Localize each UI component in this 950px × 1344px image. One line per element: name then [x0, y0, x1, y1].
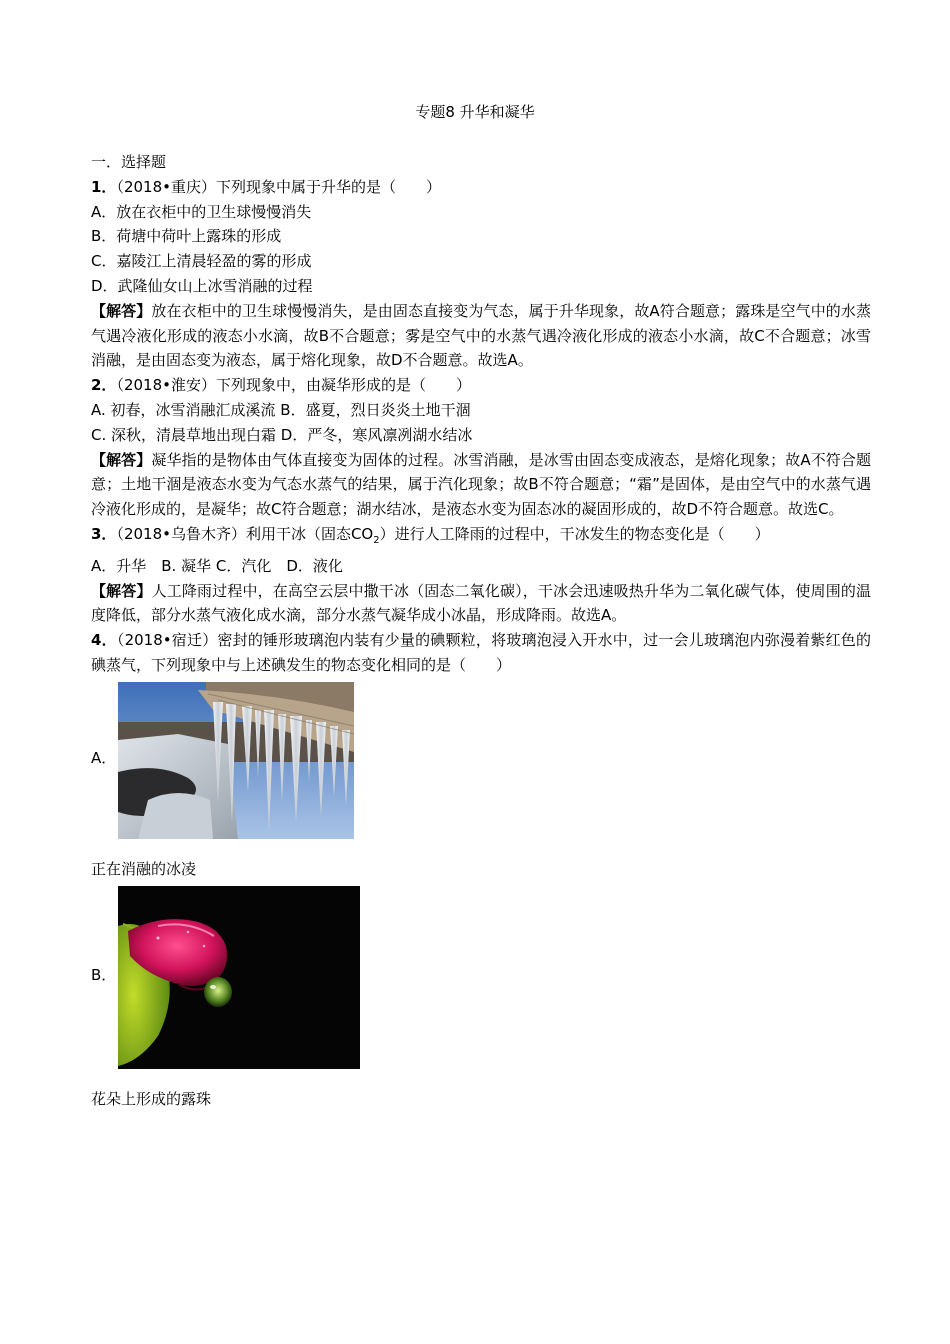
answer-tag: 【解答】	[91, 450, 152, 469]
question-3-subscript: 2	[373, 534, 380, 546]
question-1-option-b: B．荷塘中荷叶上露珠的形成	[91, 227, 282, 246]
question-3-stem	[91, 522, 871, 554]
question-2-stem	[91, 373, 871, 398]
question-1-option-a: A．放在衣柜中的卫生球慢慢消失	[91, 202, 312, 221]
question-2-answer-text: 凝华指的是物体由气体直接变为固体的过程。冰雪消融，是冰雪由固态变成液态，是熔化现象；故A不符合题意；土地干涸是液态水变为气态水蒸气的结果，属于汽化现象；故B不符合题意；“霜”是固体，是由空气中的水蒸气遇冷液化形成的，是凝华；故C符合题意；湖水结冰，是液态水变为固态冰的凝固形成的，故D不符合题意。故选C。	[91, 450, 871, 519]
question-1-stem	[91, 175, 871, 200]
answer-tag: 【解答】	[91, 581, 152, 600]
question-1-option-c: C．嘉陵江上清晨轻盈的雾的形成	[91, 252, 312, 271]
question-1-option-d: D．武隆仙女山上冰雪消融的过程	[91, 276, 313, 295]
document-body	[91, 150, 871, 1111]
question-3-text-pre: （2018•乌鲁木齐）利用干冰（固态CO	[116, 524, 374, 543]
question-2-answer	[91, 448, 871, 522]
question-1-answer-text: 放在衣柜中的卫生球慢慢消失，是由固态直接变为气态，属于升华现象，故A符合题意；露珠是空气中的水蒸气遇冷液化形成的液态小水滴，故B不合题意；雾是空气中的水蒸气遇冷液化形成的液态小水滴，故C不合题意；冰雪消融，是由固态变为液态，属于熔化现象，故D不合题意。故选A。	[91, 301, 871, 370]
option-a-caption: 正在消融的冰凌	[91, 859, 197, 878]
page-title: 专题8 升华和凝华	[415, 103, 535, 121]
question-4-option-b	[91, 882, 871, 1069]
answer-tag: 【解答】	[91, 301, 152, 320]
option-b-caption: 花朵上形成的露珠	[91, 1089, 212, 1108]
question-4-option-a	[91, 678, 871, 839]
question-3-number: 3．	[91, 524, 117, 543]
question-2-text: （2018•淮安）下列现象中，由凝华形成的是（ ）	[116, 376, 471, 395]
section-heading: 一．选择题	[91, 153, 167, 171]
question-2-number: 2．	[91, 376, 117, 395]
question-3-answer-text: 人工降雨过程中，在高空云层中撒干冰（固态二氧化碳），干冰会迅速吸热升华为二氧化碳气体，使周围的温度降低，部分水蒸气液化成水滴，部分水蒸气凝华成小冰晶，形成降雨。故选A。	[91, 581, 871, 625]
question-1-number: 1．	[91, 177, 117, 196]
question-2-options-ab: A. 初春，冰雪消融汇成溪流 B．盛夏，烈日炎炎土地干涸	[91, 400, 471, 419]
question-4-stem	[91, 628, 871, 678]
question-2-options-cd: C. 深秋，清晨草地出现白霜 D．严冬，寒风凛冽湖水结冰	[91, 425, 473, 444]
dewdrop-flower-photo	[118, 886, 360, 1069]
option-b-label: B．	[91, 965, 117, 984]
question-1-answer	[91, 299, 871, 373]
question-1-text: （2018•重庆）下列现象中属于升华的是（ ）	[116, 177, 441, 196]
icicle-photo	[118, 682, 354, 839]
question-3-text-post: ）进行人工降雨的过程中，干冰发生的物态变化是（ ）	[379, 524, 770, 543]
question-4-number: 4．	[91, 631, 117, 650]
option-a-label: A．	[91, 748, 117, 767]
question-4-text: （2018•宿迁）密封的锤形玻璃泡内装有少量的碘颗粒，将玻璃泡浸入开水中，过一会儿玻璃泡内弥漫着紫红色的碘蒸气，下列现象中与上述碘发生的物态变化相同的是（ ）	[91, 631, 872, 674]
question-3-answer	[91, 579, 871, 629]
question-3-options: A．升华 B. 凝华 C．汽化 D．液化	[91, 556, 343, 575]
